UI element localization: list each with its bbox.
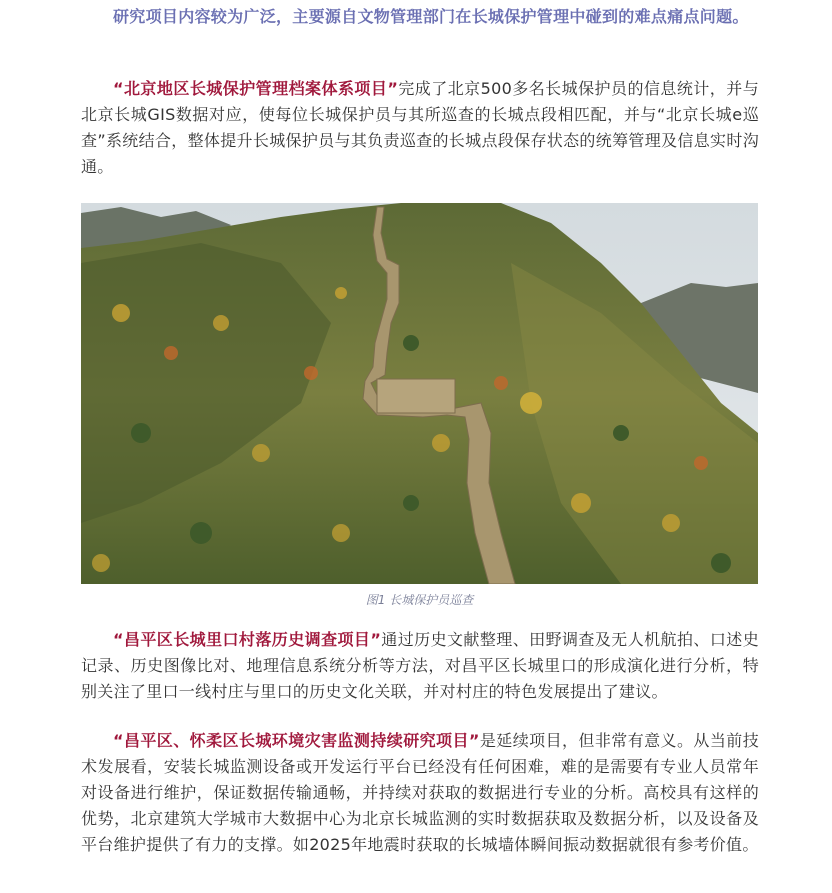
paragraph-text: 完成了北京500多名长城保护员的信息统计，并与北京长城GIS数据对应，使每位长城保护员与其所巡查的长城点段相匹配，并与“北京长城e巡查”系统结合，整体提升长城保护员与其负责巡查的长城点段保存状态的统筹管理及信息实时沟通。: [81, 79, 759, 176]
foliage-clump: [694, 456, 708, 470]
project-title-village: “昌平区长城里口村落历史调查项目”: [113, 630, 382, 649]
great-wall-photo: [81, 203, 758, 584]
foliage-clump: [304, 366, 318, 380]
foliage-clump: [164, 346, 178, 360]
foliage-clump: [613, 425, 629, 441]
lead-text: 研究项目内容较为广泛，主要源自文物管理部门在长城保护管理中碰到的难点痛点问题。: [113, 7, 749, 26]
foliage-clump: [711, 553, 731, 573]
foliage-clump: [494, 376, 508, 390]
foliage-clump: [92, 554, 110, 572]
foliage-clump: [190, 522, 212, 544]
foliage-clump: [403, 335, 419, 351]
foliage-clump: [332, 524, 350, 542]
foliage-clump: [520, 392, 542, 414]
foliage-clump: [252, 444, 270, 462]
project-title-monitoring: “昌平区、怀柔区长城环境灾害监测持续研究项目”: [113, 731, 480, 750]
foliage-clump: [403, 495, 419, 511]
foliage-clump: [571, 493, 591, 513]
great-wall-illustration: [81, 203, 758, 584]
foliage-clump: [335, 287, 347, 299]
foliage-clump: [432, 434, 450, 452]
paragraph-text: 是延续项目，但非常有意义。从当前技术发展看，安装长城监测设备或开发运行平台已经没有任何困难，难的是需要有专业人员常年对设备进行维护，保证数据传输通畅，并持续对获取的数据进行专业的分析。高校具有这样的优势，北京建筑大学城市大数据中心为北京长城监测的实时数据获取及数据分析，以及设备及平台维护提供了有力的支撑。如2025年地震时获取的长城墙体瞬间振动数据就很有参考价值。: [81, 731, 759, 854]
figure-caption: 图1 长城保护员巡查: [365, 593, 474, 607]
foliage-clump: [131, 423, 151, 443]
foliage-clump: [662, 514, 680, 532]
paragraph-monitoring-project: [81, 728, 759, 858]
lead-paragraph: [81, 4, 759, 30]
foliage-clump: [213, 315, 229, 331]
project-title-archive: “北京地区长城保护管理档案体系项目”: [113, 79, 399, 98]
paragraph-text: 通过历史文献整理、田野调查及无人机航拍、口述史记录、历史图像比对、地理信息系统分析等方法，对昌平区长城里口的形成演化进行分析，特别关注了里口一线村庄与里口的历史文化关联，并对村庄的特色发展提出了建议。: [81, 630, 759, 701]
paragraph-archive-project: [81, 76, 759, 180]
watchtower: [377, 379, 455, 413]
paragraph-village-project: [81, 627, 759, 705]
foliage-clump: [112, 304, 130, 322]
